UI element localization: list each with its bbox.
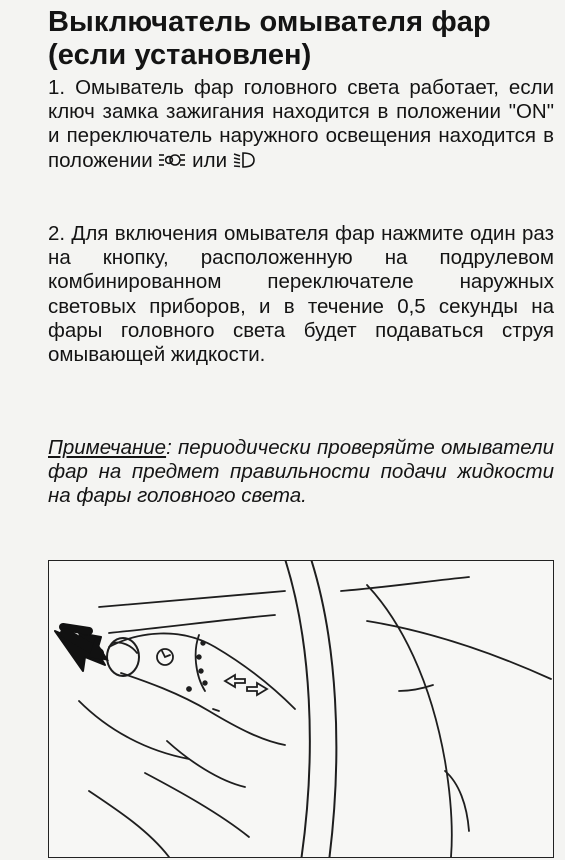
parking-light-icon [158, 151, 186, 175]
heading-line-2: (если установлен) [48, 39, 312, 71]
paragraph-1-connector: или [192, 148, 228, 172]
heading-line-1: Выключатель омывателя фар [48, 6, 491, 38]
paragraph-1 [48, 76, 554, 175]
note-label: Примечание [48, 436, 167, 459]
note: Примечание: периодически проверяйте омыватели фар на предмет правильности подачи жидкости на фары головного света. [48, 436, 554, 508]
paragraph-1-text: 1. Омыватель фар головного света работает, если ключ замка зажигания находится в положении "ON" и переключатель наружного освещения находится в положении [48, 76, 554, 172]
arrow-icon [55, 627, 109, 671]
note-text: периодически проверяйте омыватели фар на предмет правильности подачи жидкости на фары головного света. [48, 436, 554, 508]
paragraph-2-text: 2. Для включения омывателя фар нажмите один раз на кнопку, расположенную на подрулевом комбинированном переключателе наружных световых приборов, и в течение 0,5 секунды на фары головного света будет подаваться струя омывающей жидкости. [48, 222, 554, 367]
steering-column-drawing [49, 561, 553, 857]
section-heading [48, 6, 558, 72]
low-beam-headlight-icon [233, 151, 255, 175]
paragraph-2 [48, 222, 554, 367]
switch-illustration [48, 560, 554, 858]
